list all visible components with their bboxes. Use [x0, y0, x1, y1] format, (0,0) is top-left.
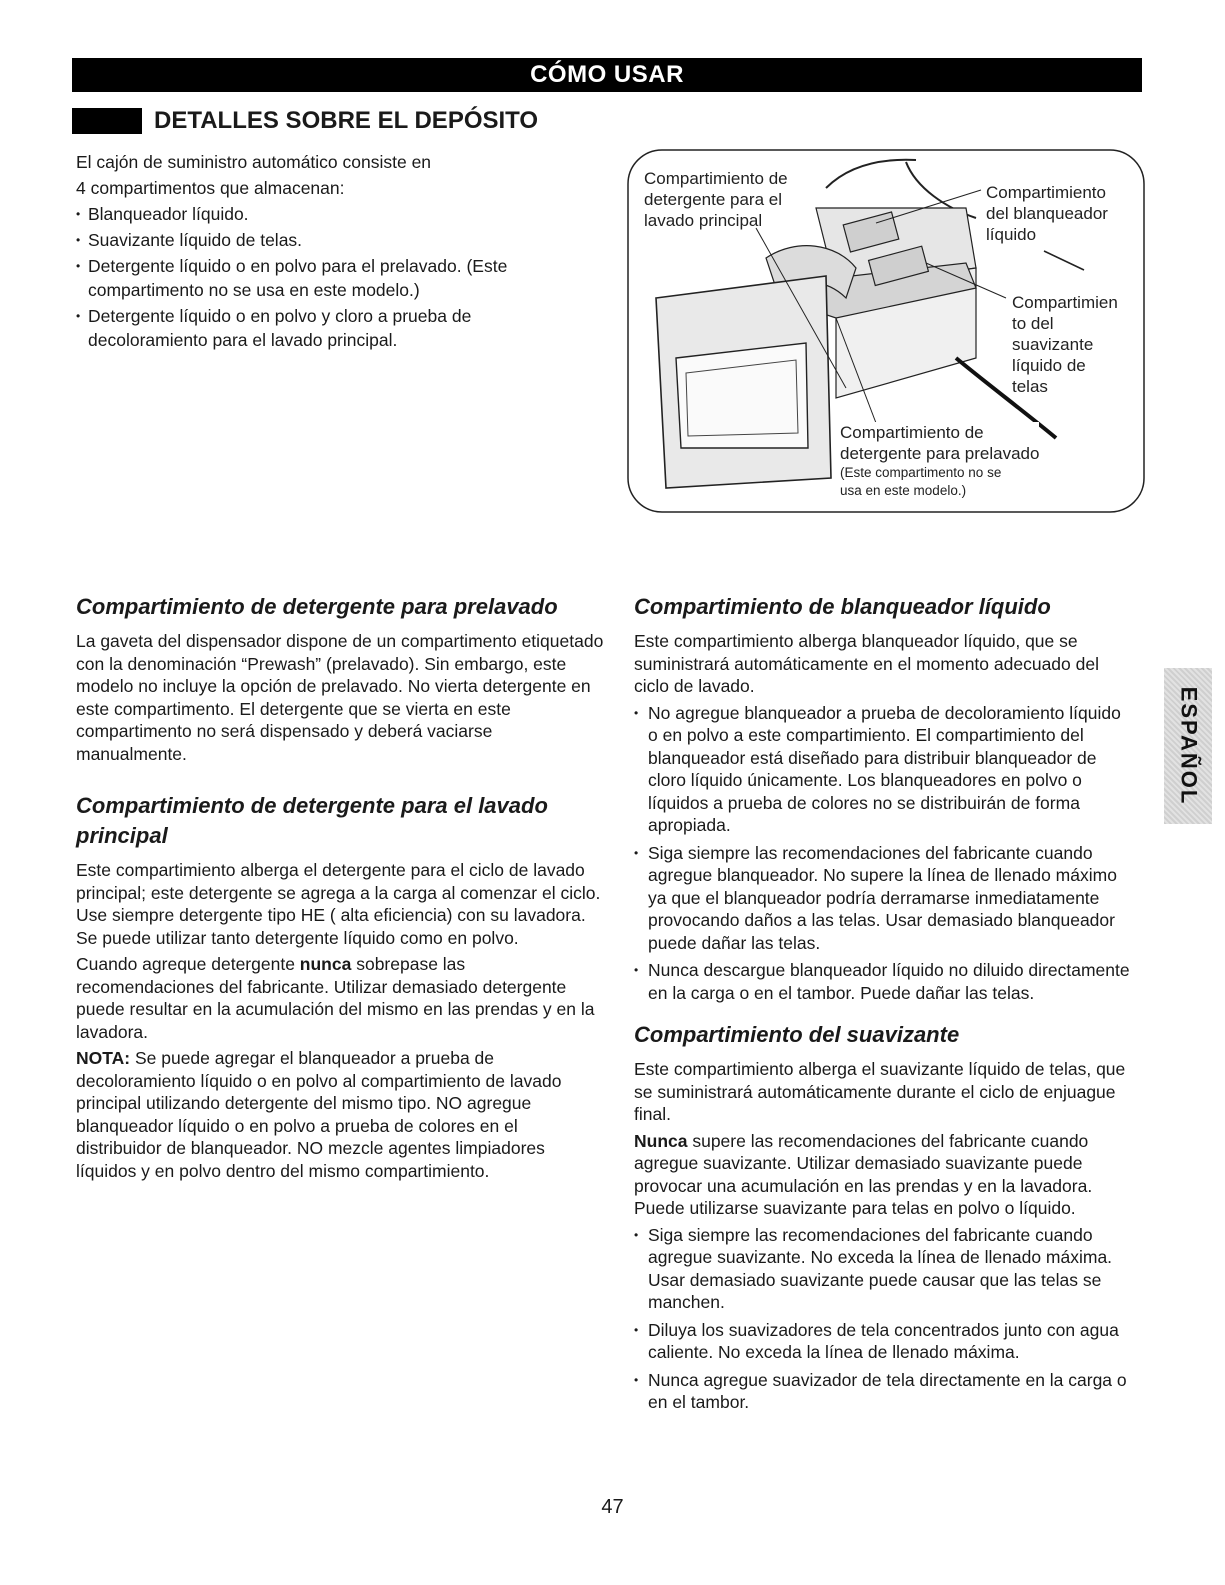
list-item: • No agregue blanqueador a prueba de decoloramiento líquido o en polvo a este compartimiento. El compartimiento del blanqueador está diseñado para distribuir blanqueador de cloro líquido únicamente. Los blanqueadores en polvo o líquidos a prueba de colores no se distribuirán de forma apropiada. — [634, 702, 1134, 837]
label-note-line: usa en este modelo.) — [840, 483, 967, 498]
prewash-body: La gaveta del dispensador dispone de un compartimento etiquetado con la denominación “Prewash” (prelavado). Sin embargo, este modelo no incluye la opción de prelavado. No vierta detergente en este compartimento. El detergente que se vierta en este compartimento no será dispensado y deberá vaciarse manualmente. — [76, 631, 604, 764]
main-wash-body: Este compartimiento alberga el detergente para el ciclo de lavado principal; este detergente se agrega a la carga al comenzar el ciclo. Use siempre detergente tipo HE ( alta eficiencia) con su lavadora. Se puede utilizar tanto detergente líquido como en polvo. — [76, 860, 601, 948]
intro-list — [76, 202, 546, 352]
page-banner: CÓMO USAR — [72, 58, 1142, 92]
list-item: • Nunca descargue blanqueador líquido no diluido directamente en la carga o en el tambor. Puede dañar las telas. — [634, 959, 1134, 1004]
list-item: • Nunca agregue suavizador de tela directamente en la carga o en el tambor. — [634, 1369, 1134, 1414]
label-line: detergente para prelavado — [840, 444, 1040, 463]
label-line: lavado principal — [644, 211, 763, 230]
emphasis: nunca — [299, 954, 352, 974]
dispenser-diagram — [626, 148, 1146, 516]
intro-text — [76, 150, 546, 354]
label-softener — [1012, 292, 1118, 397]
label-line: líquido — [986, 225, 1037, 244]
text-run: Cuando agreque detergente — [76, 954, 300, 974]
language-label: ESPAÑOL — [1176, 686, 1201, 806]
section-title: DETALLES SOBRE EL DEPÓSITO — [154, 107, 539, 134]
label-line: Compartimiento — [986, 183, 1106, 202]
list-item: • Suavizante líquido de telas. — [76, 228, 546, 252]
softener-warning — [634, 1130, 1134, 1220]
language-tab — [1164, 668, 1212, 824]
emphasis: Nunca — [634, 1130, 688, 1151]
text-run: sobrepase las recomendaciones del fabricante. Utilizar demasiado detergente puede resultar en la acumulación del mismo en las prendas y en la lavadora. — [76, 954, 595, 1042]
label-line: Compartimiento de — [644, 169, 788, 188]
list-item: • Diluya los suavizadores de tela concentrados junto con agua caliente. No exceda la línea de llenado máxima. — [634, 1319, 1134, 1364]
label-line: del blanqueador — [986, 204, 1108, 223]
label-note-line: (Este compartimento no se — [840, 465, 1002, 480]
main-wash-warning — [76, 953, 606, 1043]
text-run: supere las recomendaciones del fabricante cuando agregue suavizante. Utilizar demasiado suavizante puede provocar una acumulación en las prendas y en la lavadora. Puede utilizarse suavizante para telas en polvo o líquido. — [634, 1130, 1093, 1218]
label-line: líquido de — [1012, 356, 1086, 375]
list-item: • Blanqueador líquido. — [76, 202, 546, 226]
label-line: Compartimien — [1012, 293, 1118, 312]
label-line: Compartimiento de — [840, 423, 984, 442]
softener-heading: Compartimiento del suavizante — [634, 1022, 960, 1047]
label-line: suavizante — [1012, 335, 1094, 354]
note-label: NOTA: — [76, 1048, 131, 1068]
softener-body: Este compartimiento alberga el suavizante líquido de telas, que se suministrará automáticamente durante el ciclo de enjuague final. — [634, 1059, 1126, 1124]
main-wash-heading: Compartimiento de detergente para el lavado principal — [76, 793, 548, 848]
list-item: • Siga siempre las recomendaciones del fabricante cuando agregue blanqueador. No supere la línea de llenado máximo ya que el blanqueador podría derramarse inmediatamente provocando daños a las telas. Usar demasiado blanqueador puede dañar las telas. — [634, 842, 1134, 955]
softener-list — [634, 1224, 1134, 1414]
left-column — [76, 592, 606, 1186]
label-prewash — [840, 422, 1039, 500]
intro-line: El cajón de suministro automático consiste en — [76, 152, 432, 172]
main-wash-note — [76, 1047, 606, 1182]
list-item: • Siga siempre las recomendaciones del fabricante cuando agregue suavizante. No exceda la línea de llenado máxima. Usar demasiado suavizante puede causar que las telas se manchen. — [634, 1224, 1134, 1314]
prewash-heading: Compartimiento de detergente para prelavado — [76, 594, 558, 619]
label-line: detergente para el — [644, 190, 782, 209]
bleach-list — [634, 702, 1134, 1005]
label-line: to del — [1012, 314, 1054, 333]
bleach-body: Este compartimiento alberga blanqueador líquido, que se suministrará automáticamente en el momento adecuado del ciclo de lavado. — [634, 631, 1099, 696]
note-text: Se puede agregar el blanqueador a prueba de decoloramiento líquido o en polvo al compartimiento de lavado principal utilizando detergente del mismo tipo. NO agregue blanqueador líquido o en polvo a prueba de colores en el distribuidor de blanqueador. NO mezcle agentes limpiadores líquidos y en polvo dentro del mismo compartimiento. — [76, 1048, 562, 1181]
list-item: • Detergente líquido o en polvo para el prelavado. (Este compartimento no se usa en este modelo.) — [76, 254, 546, 302]
page-number: 47 — [601, 1496, 624, 1518]
label-line: telas — [1012, 377, 1048, 396]
language-tab-text — [1164, 668, 1212, 824]
section-marker — [72, 108, 142, 134]
list-item: • Detergente líquido o en polvo y cloro a prueba de decoloramiento para el lavado principal. — [76, 304, 546, 352]
right-column — [634, 592, 1134, 1419]
intro-line: 4 compartimentos que almacenan: — [76, 178, 345, 198]
section-header — [72, 106, 538, 136]
bleach-heading: Compartimiento de blanqueador líquido — [634, 594, 1051, 619]
label-bleach — [986, 182, 1108, 245]
label-main-wash — [644, 168, 788, 231]
